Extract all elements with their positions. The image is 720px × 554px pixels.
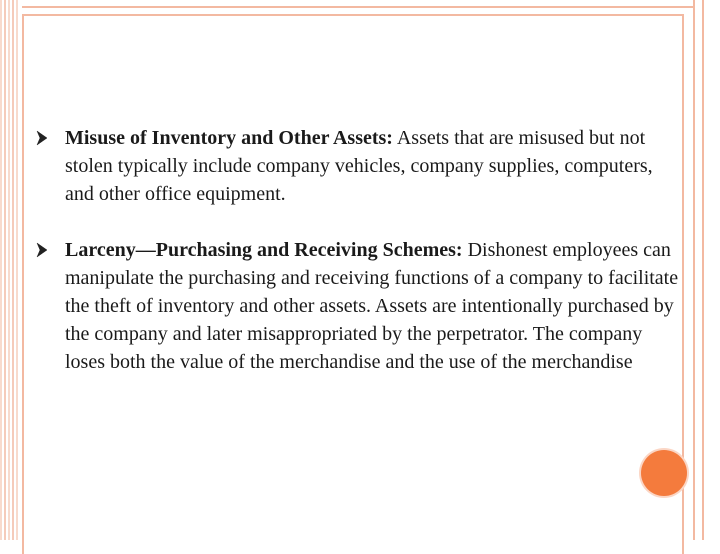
left-decorative-border	[0, 0, 20, 540]
bullet-list	[36, 124, 684, 404]
bullet-term: Misuse of Inventory and Other Assets:	[65, 127, 393, 149]
frame-right-outer-line	[702, 0, 704, 540]
bullet-text: Dishonest employees can manipulate the purchasing and receiving functions of a company to facilitate the theft of inventory and other assets. Assets are intentionally purchased by the company and later misappropriated by the perpetrator. The company loses both the value of the merchandise and the use of the merchandise	[65, 239, 679, 373]
list-item	[36, 236, 684, 376]
bullet-term: Larceny—Purchasing and Receiving Schemes:	[65, 239, 463, 261]
decorative-orange-circle	[641, 450, 687, 496]
arrow-bullet-icon	[36, 242, 48, 258]
frame-right-line	[693, 0, 695, 540]
bullet-text: Assets that are misused but not stolen typically include company vehicles, company supplies, computers, and other office equipment.	[65, 127, 653, 205]
list-item	[36, 124, 684, 208]
frame-top-line	[22, 6, 693, 8]
arrow-bullet-icon	[36, 130, 48, 146]
